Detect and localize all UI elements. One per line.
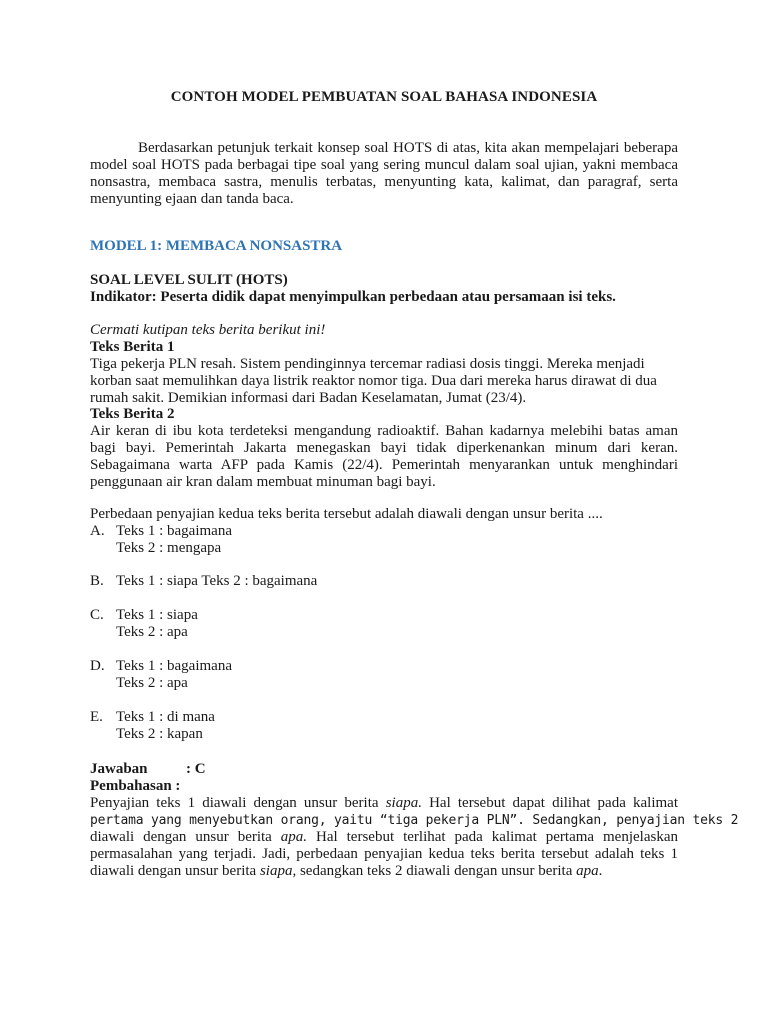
discussion-emphasis: apa <box>576 863 599 879</box>
discussion-emphasis: siapa <box>259 863 293 879</box>
discussion-text: . <box>598 863 603 879</box>
option-line1: Teks 1 : siapa <box>116 607 198 623</box>
text2-heading: Teks Berita 2 <box>90 406 175 422</box>
discussion-line-1 <box>90 795 678 812</box>
level-heading: SOAL LEVEL SULIT (HOTS) <box>90 272 288 288</box>
discussion-label: Pembahasan : <box>90 778 181 794</box>
discussion-line-4: permasalahan yang terjadi. Jadi, perbedaan penyajian kedua teks berita tersebut adalah teks 1 <box>90 846 678 862</box>
option-line1: Teks 1 : bagaimana <box>116 658 232 674</box>
document-title: CONTOH MODEL PEMBUATAN SOAL BAHASA INDONESIA <box>170 89 598 105</box>
intro-paragraph: Berdasarkan petunjuk terkait konsep soal HOTS di atas, kita akan mempelajari beberapa model soal HOTS pada berbagai tipe soal yang sering muncul dalam soal ujian, yakni membaca nonsastra, membaca sastra, menulis terbatas, menyunting kata, kalimat, dan paragraf, serta menyunting ejaan dan tanda baca. <box>90 140 678 207</box>
indicator-text: Indikator: Peserta didik dapat menyimpulkan perbedaan atau persamaan isi teks. <box>90 289 616 305</box>
text1-body: Tiga pekerja PLN resah. Sistem pendinginnya tercemar radiasi dosis tinggi. Mereka menjadi korban saat memulihkan daya listrik reaktor nomor tiga. Dua dari mereka harus dirawat di dua rumah sakit. Demikian informasi dari Badan Keselamatan, Jumat (23/4). <box>90 356 657 406</box>
option-letter: D. <box>90 658 105 674</box>
option-line2: Teks 2 : mengapa <box>116 540 222 556</box>
answer-value: : C <box>186 761 206 777</box>
discussion-text: , sedangkan teks 2 diawali dengan unsur berita <box>292 863 577 879</box>
discussion-text: Penyajian teks 1 diawali dengan unsur berita <box>90 795 386 811</box>
model-heading: MODEL 1: MEMBACA NONSASTRA <box>90 238 343 254</box>
option-line2: Teks 2 : apa <box>116 624 188 640</box>
option-letter: A. <box>90 523 105 539</box>
discussion-emphasis: siapa. <box>385 795 422 811</box>
option-letter: B. <box>90 573 104 589</box>
instruction-text: Cermati kutipan teks berita berikut ini! <box>90 322 326 338</box>
discussion-paragraph <box>90 795 739 880</box>
discussion-emphasis: apa. <box>280 829 308 845</box>
discussion-text: diawali dengan unsur berita <box>90 863 260 879</box>
answer-line <box>90 761 678 778</box>
option-letter: C. <box>90 607 104 623</box>
option-line2: Teks 2 : kapan <box>116 726 203 742</box>
option-line1: Teks 1 : di mana <box>116 709 215 725</box>
discussion-text: Hal tersebut dapat dilihat pada kalimat <box>421 795 678 811</box>
text1-heading: Teks Berita 1 <box>90 339 175 355</box>
question-text: Perbedaan penyajian kedua teks berita tersebut adalah diawali dengan unsur berita .... <box>90 506 603 522</box>
discussion-line-2: pertama yang menyebutkan orang, yaitu “tiga pekerja PLN”. Sedangkan, penyajian teks 2 <box>90 813 739 828</box>
text2-body: Air keran di ibu kota terdeteksi mengandung radioaktif. Bahan kadarnya melebihi batas aman bagi bayi. Pemerintah Jakarta menegaskan bayi tidak diperkenankan minum dari keran. Sebagaimana warta AFP pada Kamis (22/4). Pemerintah menyarankan untuk menghindari penggunaan air kran dalam membuat minuman bagi bayi. <box>90 423 678 490</box>
option-line1: Teks 1 : bagaimana <box>116 523 232 539</box>
option-line1: Teks 1 : siapa Teks 2 : bagaimana <box>116 573 318 589</box>
option-letter: E. <box>90 709 103 725</box>
discussion-line-3 <box>90 829 678 846</box>
option-line2: Teks 2 : apa <box>116 675 188 691</box>
discussion-line-5 <box>90 863 678 880</box>
discussion-text: diawali dengan unsur berita <box>90 829 281 845</box>
answer-label: Jawaban <box>90 761 148 777</box>
discussion-text: Hal tersebut terlihat pada kalimat pertama menjelaskan <box>307 829 678 845</box>
